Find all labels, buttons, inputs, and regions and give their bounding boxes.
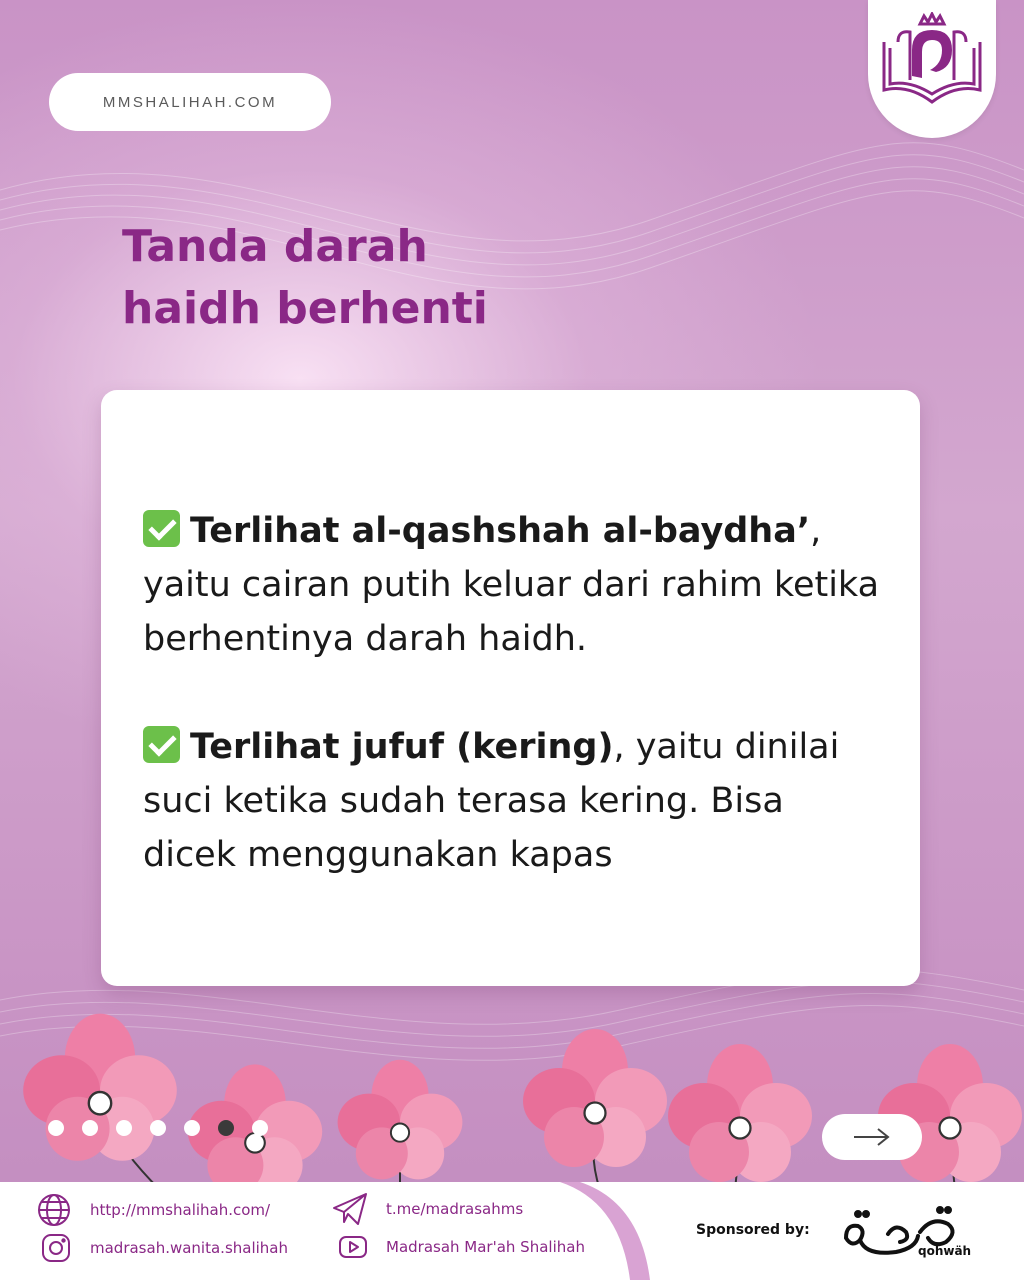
sponsor-label: Sponsored by: [696,1222,810,1238]
footer-swoosh [560,1182,680,1280]
telegram-icon [332,1192,368,1226]
pagination-dot[interactable] [82,1120,98,1136]
telegram-link[interactable]: t.me/madrasahms [386,1200,524,1218]
instagram-icon [40,1232,72,1264]
pagination-dot[interactable] [116,1120,132,1136]
madrasah-logo-icon [880,12,984,112]
point-1 [143,504,883,666]
point-1-text: , yaitu cairan putih keluar dari rahim ketika berhentinya darah haidh. [143,511,880,659]
point-2 [143,720,883,882]
pagination-dot[interactable] [218,1120,234,1136]
website-link[interactable]: http://mmshalihah.com/ [90,1201,271,1219]
point-1-title: Terlihat al-qashshah al-baydha’ [190,511,811,551]
check-mark-icon [143,510,180,547]
footer-instagram[interactable] [40,1232,288,1264]
globe-icon [36,1192,72,1228]
footer [0,1182,1024,1280]
footer-website[interactable] [36,1192,270,1228]
pagination-dots [48,1120,268,1136]
sponsor-name: qohwäh [918,1244,972,1258]
youtube-channel[interactable]: Madrasah Mar'ah Shalihah [386,1238,585,1256]
page-title [122,216,722,340]
pagination-dot[interactable] [48,1120,64,1136]
title-line-2: haidh berhenti [122,283,488,334]
footer-telegram[interactable] [332,1192,523,1226]
check-mark-icon [143,726,180,763]
instagram-handle[interactable]: madrasah.wanita.shalihah [90,1239,288,1257]
pagination-dot[interactable] [150,1120,166,1136]
site-label: MMSHALIHAH.COM [102,93,278,111]
flower-decoration [0,1000,1024,1190]
qohwah-logo-icon [836,1194,976,1274]
site-pill [49,73,331,131]
pagination-dot[interactable] [184,1120,200,1136]
title-line-1: Tanda darah [122,221,428,272]
point-2-title: Terlihat jufuf (kering) [190,727,614,767]
youtube-icon [338,1234,368,1260]
content-card [101,390,920,986]
point-2-text: , yaitu dinilai suci ketika sudah terasa kering. Bisa dicek menggunakan kapas [143,727,840,875]
footer-youtube[interactable] [338,1234,585,1260]
arrow-right-icon [852,1126,892,1148]
pagination-dot[interactable] [252,1120,268,1136]
logo-badge [868,0,996,138]
next-button[interactable] [822,1114,922,1160]
